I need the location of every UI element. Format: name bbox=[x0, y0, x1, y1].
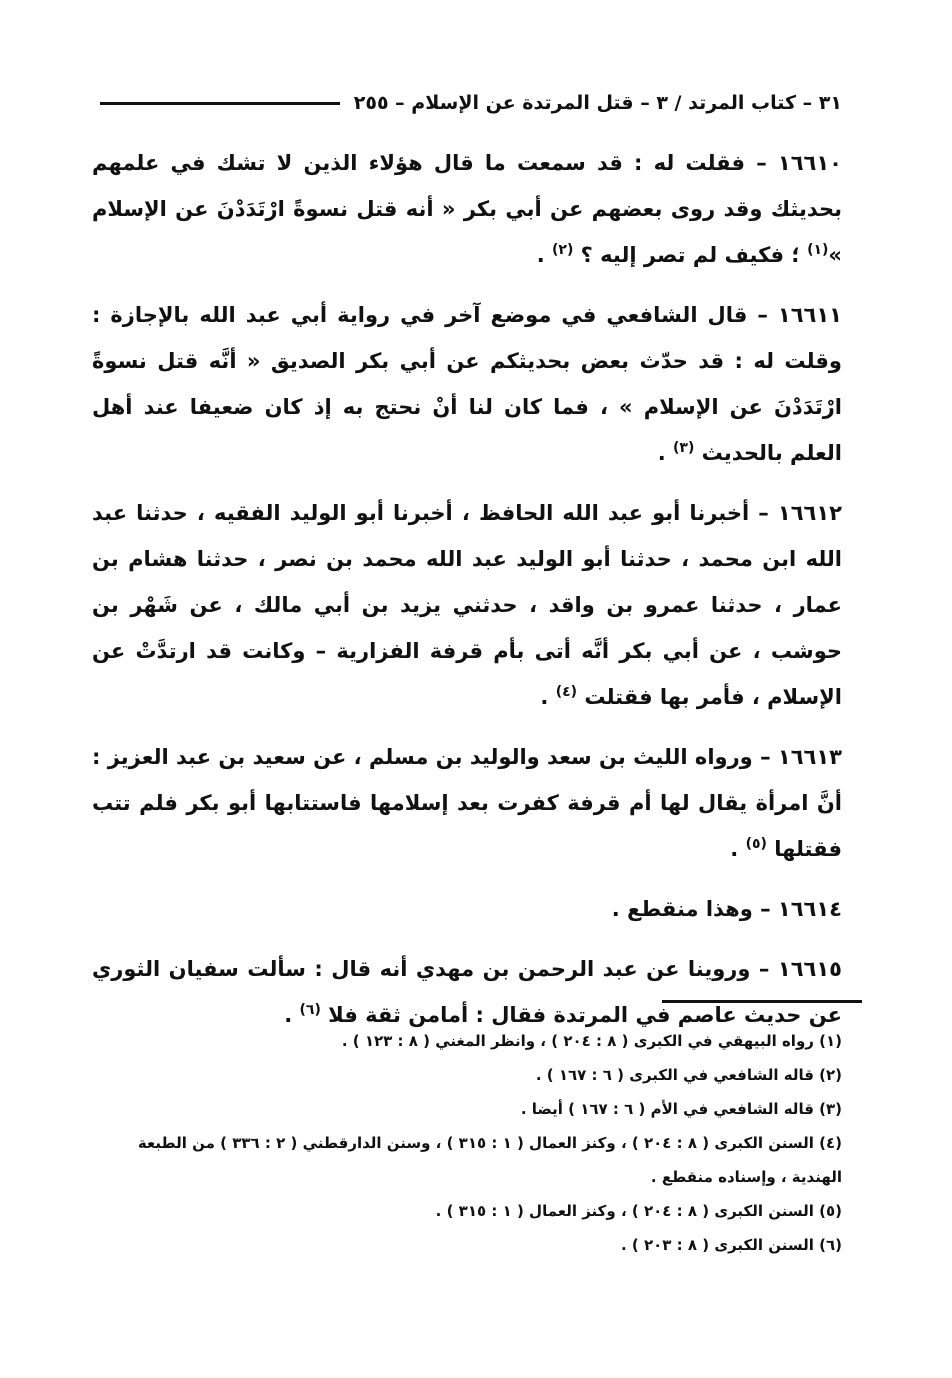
footnote-ref: (٦) bbox=[299, 1002, 321, 1018]
paragraph-text: . bbox=[540, 685, 556, 709]
footnote-5: (٥) السنن الكبرى ( ٨ : ٢٠٤ ) ، وكنز العمال ( ١ : ٣١٥ ) . bbox=[435, 1202, 842, 1220]
paragraph-16614 bbox=[92, 886, 842, 932]
footnote-ref: (٣) bbox=[673, 440, 695, 456]
running-title: ٣١ – كتاب المرتد / ٣ – قتل المرتدة عن الإسلام – ٢٥٥ bbox=[353, 92, 842, 114]
footnote-ref: (٥) bbox=[745, 836, 767, 852]
paragraph-16612 bbox=[92, 490, 842, 720]
footnote-1: (١) رواه البيهقي في الكبرى ( ٨ : ٢٠٤ ) ، وانظر المغني ( ٨ : ١٢٣ ) . bbox=[341, 1032, 842, 1050]
paragraph-text: ١٦٦١٤ – وهذا منقطع . bbox=[611, 897, 842, 921]
paragraph-text: . bbox=[284, 1003, 300, 1027]
paragraph-text: . bbox=[536, 243, 553, 267]
paragraph-text: ؛ فكيف لم تصر إليه ؟ bbox=[573, 243, 808, 267]
main-text bbox=[92, 140, 842, 1052]
paragraph-16610 bbox=[92, 140, 842, 278]
paragraph-text: ١٦٦١٣ – ورواه الليث بن سعد والوليد بن مسلم ، عن سعيد بن عبد العزيز : أنَّ امرأة يقال لها أم قرفة كفرت بعد إسلامها فاستتابها أبو بكر فلم تتب فقتلها bbox=[92, 745, 842, 861]
footnote-ref: (٤) bbox=[555, 684, 578, 700]
footnote-ref: (٢) bbox=[552, 242, 574, 258]
paragraph-16613 bbox=[92, 734, 842, 872]
footnote-6: (٦) السنن الكبرى ( ٨ : ٢٠٣ ) . bbox=[620, 1236, 842, 1254]
footnote-2: (٢) قاله الشافعي في الكبرى ( ٦ : ١٦٧ ) . bbox=[535, 1066, 842, 1084]
header-rule bbox=[100, 102, 340, 105]
footnotes bbox=[92, 1024, 842, 1262]
footnote-ref: (١) bbox=[807, 242, 829, 258]
footnote-4: (٤) السنن الكبرى ( ٨ : ٢٠٤ ) ، وكنز العمال ( ١ : ٣١٥ ) ، وسنن الدارقطني ( ٢ : ٣٣٦ ) من الطبعة الهندية ، وإسناده منقطع . bbox=[137, 1134, 842, 1186]
footnote-3: (٣) قاله الشافعي في الأم ( ٦ : ١٦٧ ) أيضا . bbox=[520, 1100, 842, 1118]
footnote-separator bbox=[662, 1000, 862, 1003]
paragraph-text: ١٦٦١٢ – أخبرنا أبو عبد الله الحافظ ، أخبرنا أبو الوليد الفقيه ، حدثنا عبد الله ابن محمد ، حدثنا أبو الوليد عبد الله محمد بن نصر ، حدثنا هشام بن عمار ، حدثنا عمرو بن واقد ، حدثني يزيد بن أبي مالك ، عن شَهْر بن حوشب ، عن أبي بكر أنَّه أتى بأم قرفة الفزارية – وكانت قد ارتدَّتْ عن الإسلام ، فأمر بها فقتلت bbox=[92, 501, 842, 709]
paragraph-text: ١٦٦١١ – قال الشافعي في موضع آخر في رواية أبي عبد الله بالإجازة : وقلت له : قد حدّث بعض بحديثكم عن أبي بكر الصديق « أنَّه قتل نسوةً ارْتَدَدْنَ عن الإسلام » ، فما كان لنا أنْ نحتج به إذ كان ضعيفا عند أهل العلم بالحديث bbox=[92, 303, 842, 465]
running-header bbox=[100, 88, 842, 118]
paragraph-text: ١٦٦١٠ – فقلت له : قد سمعت ما قال هؤلاء الذين لا تشك في علمهم بحديثك وقد روى بعضهم عن أبي بكر « أنه قتل نسوةً ارْتَدَدْنَ عن الإسلام » bbox=[92, 151, 842, 267]
paragraph-16611 bbox=[92, 292, 842, 476]
paragraph-text: . bbox=[657, 441, 673, 465]
paragraph-text: ١٦٦١٥ – وروينا عن عبد الرحمن بن مهدي أنه قال : سألت سفيان الثوري عن حديث عاصم في المرتدة فقال : أمامن ثقة فلا bbox=[92, 957, 842, 1027]
paragraph-text: . bbox=[730, 837, 746, 861]
